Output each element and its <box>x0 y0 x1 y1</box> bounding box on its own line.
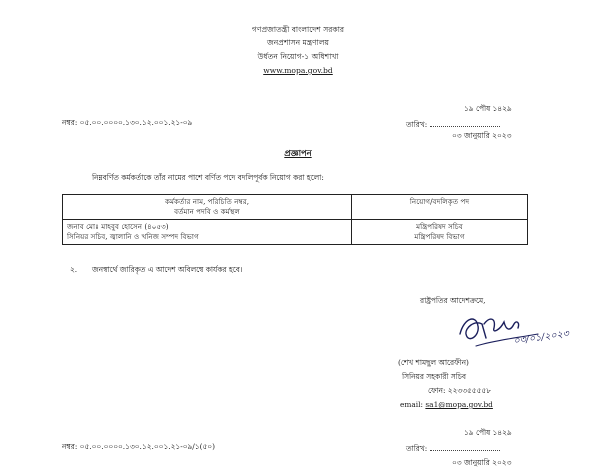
officer-cell <box>63 220 352 245</box>
handwritten-date: ০৩/০১/২০২৩ <box>512 328 570 347</box>
para2-number: ২. <box>70 265 78 274</box>
handwritten-signature <box>456 304 586 354</box>
email-label: email: <box>400 400 424 409</box>
president-order-text: রাষ্ট্রপতির আদেশক্রমে, <box>420 296 486 305</box>
branch-name: উর্ধতন নিয়োগ-১ অধিশাখা <box>257 52 339 61</box>
govt-name: গণপ্রজাতন্ত্রী বাংলাদেশ সরকার <box>251 25 345 34</box>
bottom-date-english: ০৩ জানুয়ারি ২০২৩ <box>452 458 512 467</box>
top-memo-number: নম্বর: ০৫.০০.০০০০.১৩০.১২.০০১.২১-০৯ <box>62 118 193 127</box>
table-row <box>63 220 528 245</box>
signatory-designation: সিনিয়র সহকারী সচিব <box>402 372 466 381</box>
intro-paragraph: নিম্নবর্ণিত কর্মকর্তাকে তাঁর নামের পাশে বর্ণিত পদে বদলিপূর্বক নিয়োগ করা হলো: <box>92 173 324 182</box>
bottom-date-dotted-line <box>430 442 500 451</box>
para2-text: জনস্বার্থে জারিকৃত এ আদেশ অবিলম্বে কার্যকর হবে। <box>92 265 243 274</box>
ministry-name: জনপ্রশাসন মন্ত্রণালয় <box>266 38 330 47</box>
officer-column-header <box>63 195 352 220</box>
email-link[interactable]: sa1@mopa.gov.bd <box>425 400 493 409</box>
bottom-date-label-text: তারিখ: <box>406 444 428 453</box>
officer-header-line1: কর্মকর্তার নাম, পরিচিতি নম্বর, <box>164 197 250 206</box>
bottom-date-label <box>406 442 500 454</box>
signatory-name: (শেখ শামছুল আরেফীন) <box>398 358 469 367</box>
post-column-header: নিয়োগ/বদলিকৃত পদ <box>352 195 528 220</box>
website-link[interactable]: www.mopa.gov.bd <box>263 66 333 75</box>
top-date-bangla: ১৯ পৌষ ১৪২৯ <box>464 104 512 113</box>
new-post-division: মন্ত্রিপরিষদ বিভাগ <box>414 232 465 241</box>
top-date-english: ০৩ জানুয়ারি ২০২৩ <box>452 131 512 140</box>
document-title: প্রজ্ঞাপন <box>284 148 312 158</box>
signatory-email-row <box>400 400 493 410</box>
officer-name: জনাব মোঃ মাহবুব হোসেন (৪০৫৩) <box>67 222 169 231</box>
new-post-cell <box>352 220 528 245</box>
signatory-phone: ফোন: ২২৩৩৫৫৫৫৮ <box>428 386 491 395</box>
bottom-date-bangla: ১৯ পৌষ ১৪২৯ <box>464 428 512 437</box>
table-header-row <box>63 195 528 220</box>
transfer-table <box>62 194 528 245</box>
bottom-memo-number: নম্বর: ০৫.০০.০০০০.১৩০.১২.০০১.২১-০৯/১(৫০) <box>62 442 215 451</box>
top-date-dotted-line <box>430 118 500 127</box>
top-date-label-text: তারিখ: <box>406 120 428 129</box>
new-post-title: মন্ত্রিপরিষদ সচিব <box>416 222 463 231</box>
officer-current-post: সিনিয়র সচিব, জ্বালানি ও খনিজ সম্পদ বিভাগ <box>67 232 199 241</box>
website-row <box>0 65 596 76</box>
officer-header-line2: বর্তমান পদবি ও কর্মস্থল <box>174 207 240 216</box>
top-date-label <box>406 118 500 130</box>
